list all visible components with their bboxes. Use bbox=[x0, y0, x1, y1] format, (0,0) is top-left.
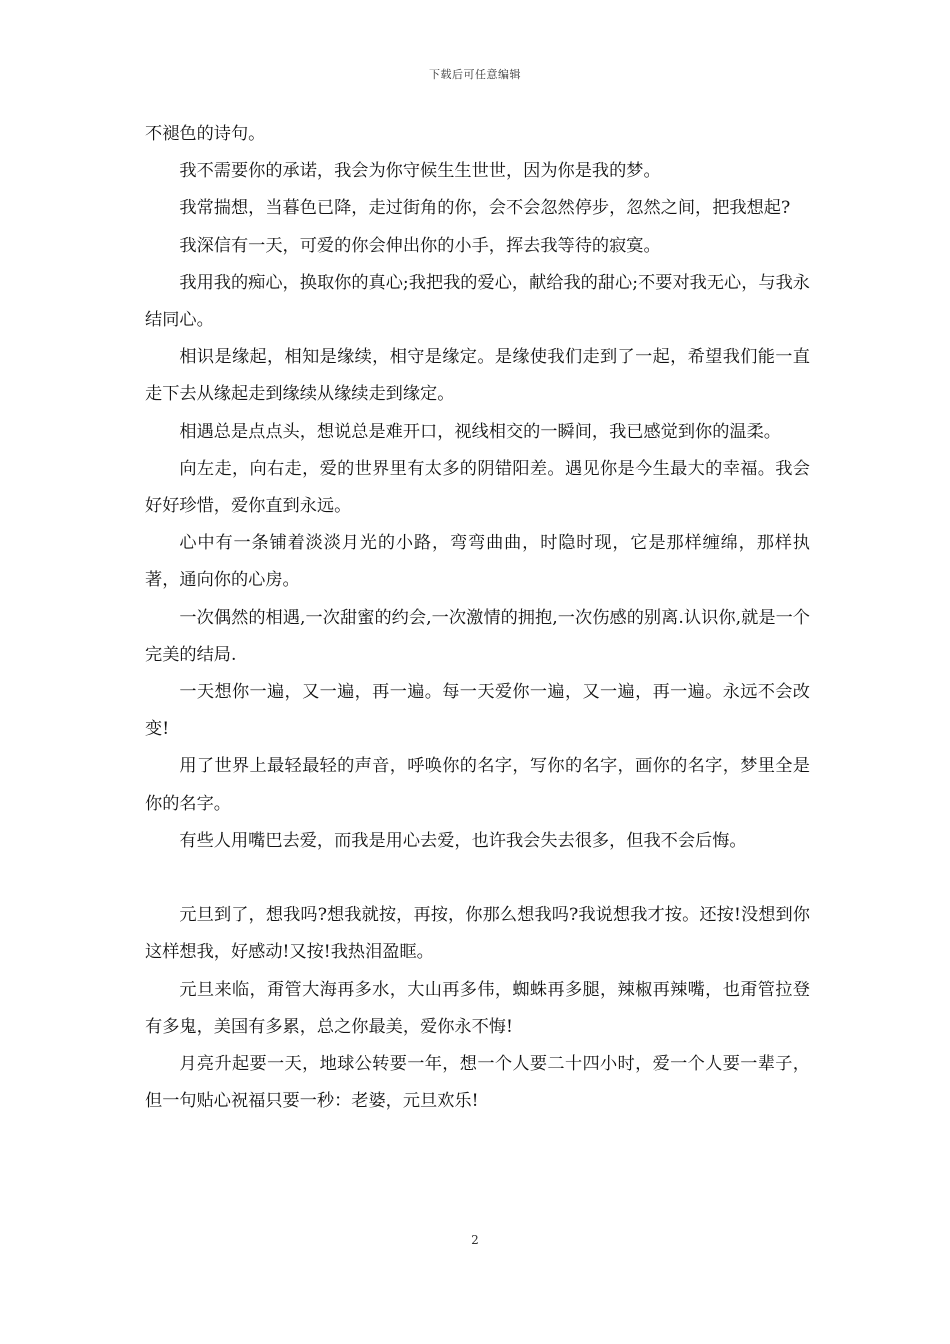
paragraph: 元旦到了，想我吗?想我就按，再按，你那么想我吗?我说想我才按。还按!没想到你这样想我，好感动!又按!我热泪盈眶。 bbox=[145, 905, 810, 963]
paragraph: 有些人用嘴巴去爱，而我是用心去爱，也许我会失去很多，但我不会后悔。 bbox=[179, 830, 747, 851]
paragraph-continuation: 不褪色的诗句。 bbox=[145, 124, 266, 144]
paragraph: 心中有一条铺着淡淡月光的小路，弯弯曲曲，时隐时现，它是那样缠绵，那样执著，通向你的心房。 bbox=[145, 533, 810, 591]
paragraph: 我深信有一天，可爱的你会伸出你的小手，挥去我等待的寂寞。 bbox=[179, 235, 661, 256]
paragraph: 一次偶然的相遇,一次甜蜜的约会,一次激情的拥抱,一次伤感的别离.认识你,就是一个完美的结局. bbox=[145, 607, 810, 665]
page-header: 下载后可任意编辑 bbox=[429, 68, 521, 81]
paragraph: 我常揣想，当暮色已降，走过街角的你，会不会忽然停步，忽然之间，把我想起? bbox=[179, 198, 791, 219]
paragraph: 用了世界上最轻最轻的声音，呼唤你的名字，写你的名字，画你的名字，梦里全是你的名字。 bbox=[145, 756, 810, 814]
page-number: 2 bbox=[471, 1233, 479, 1247]
paragraph: 我用我的痴心，换取你的真心;我把我的爱心，献给我的甜心;不要对我无心，与我永结同心。 bbox=[145, 272, 810, 331]
paragraph: 相识是缘起，相知是缘续，相守是缘定。是缘使我们走到了一起，希望我们能一直走下去从缘起走到缘续从缘续走到缘定。 bbox=[145, 347, 810, 405]
document-body bbox=[145, 116, 810, 1120]
paragraph: 月亮升起要一天，地球公转要一年，想一个人要二十四小时，爱一个人要一辈子，但一句贴心祝福只要一秒：老婆，元旦欢乐! bbox=[145, 1054, 810, 1112]
paragraph: 相遇总是点点头，想说总是难开口，视线相交的一瞬间，我已感觉到你的温柔。 bbox=[179, 421, 781, 442]
paragraph: 我不需要你的承诺，我会为你守候生生世世，因为你是我的梦。 bbox=[179, 161, 661, 182]
paragraph: 元旦来临，甭管大海再多水，大山再多伟，蜘蛛再多腿，辣椒再辣嘴，也甭管拉登有多鬼，美国有多累，总之你最美，爱你永不悔! bbox=[145, 979, 810, 1037]
paragraph: 向左走，向右走，爱的世界里有太多的阴错阳差。遇见你是今生最大的幸福。我会好好珍惜，爱你直到永远。 bbox=[145, 458, 810, 517]
paragraph: 一天想你一遍，又一遍，再一遍。每一天爱你一遍，又一遍，再一遍。永远不会改变! bbox=[145, 682, 810, 740]
